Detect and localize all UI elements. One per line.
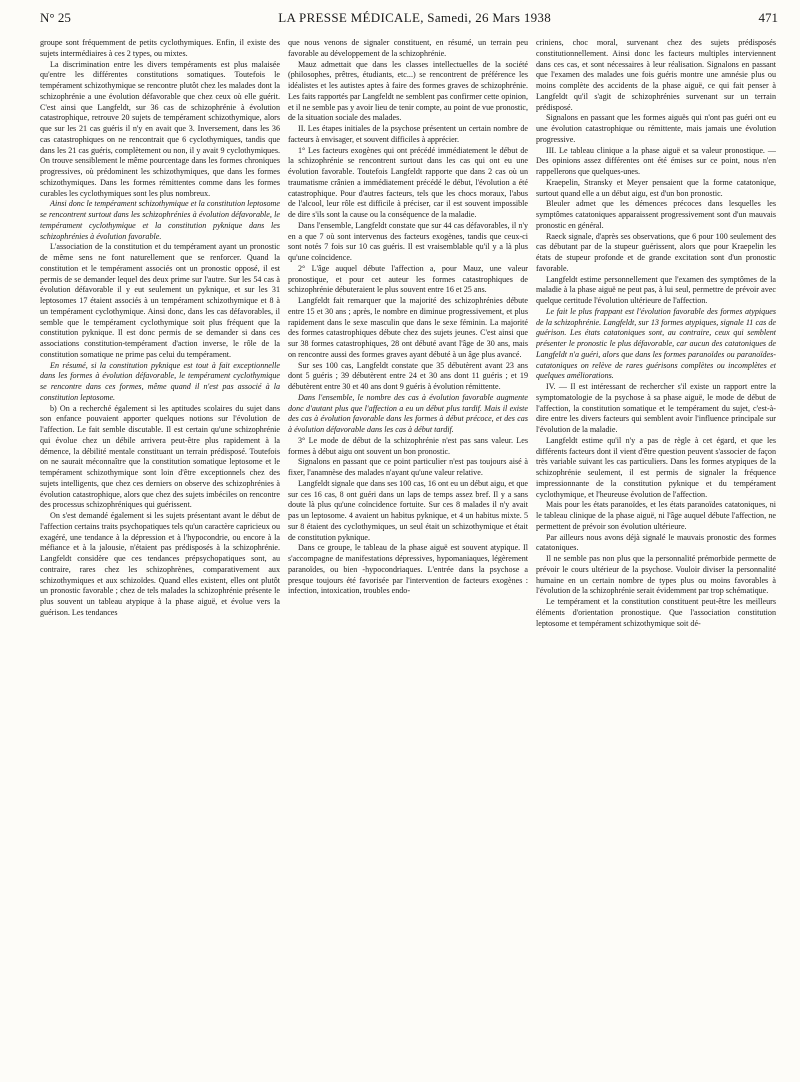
- column-left: [40, 38, 280, 1078]
- paragraph: Le fait le plus frappant est l'évolution favorable des formes atypiques de la schizophrénie. Langfeldt, sur 13 formes atypiques, signale 11 cas de guérison. Les états catatoniques sont, au contraire, ceux qui semblent présenter le pronostic le plus défavorable, car aucun des catatoniques de Langfeldt n'a guéri, alors que dans les formes paranoïdes ou paranoïdes-catatoniques on relève de rares guérisons complètes ou incomplètes et quelques améliorations.: [536, 306, 776, 381]
- paragraph: Langfeldt signale que dans ses 100 cas, 16 ont eu un début aigu, et que sur ces 16 cas, 8 ont guéri dans un laps de temps assez bref. Il y a sans doute là plus qu'une coïncidence fortuite. Sur ces 8 malades il n'y avait pas un leptosome. 4 avaient un habitus pyknique, et 4 un habitus mixte. 5 sur 8 étaient des cyclothymiques, un seul était un schizothymique et était de constitution pyknique.: [288, 478, 528, 542]
- paragraph: Par ailleurs nous avons déjà signalé le mauvais pronostic des formes catatoniques.: [536, 532, 776, 553]
- paragraph: 1° Les facteurs exogènes qui ont précédé immédiatement le début de la schizophrénie se rencontrent surtout dans les cas qui ont eu une évolution favorable. Toutefois Langfeldt rapporte que dans 2 cas où un traumatisme crânien a immédiatement précédé le début, l'évolution a été catastrophique. Pour d'autres facteurs, tels que les chocs moraux, l'abus de l'alcool, leur rôle est difficile à préciser, car il est souvent impossible de dire s'ils sont la cause ou la conséquence de la maladie.: [288, 145, 528, 219]
- paragraph: Langfeldt estime personnellement que l'examen des symptômes de la maladie à la phase aiguë ne peut pas, à lui seul, permettre de prévoir avec quelque certitude l'évolution ultérieure de l'affection.: [536, 274, 776, 305]
- paragraph: Dans l'ensemble, Langfeldt constate que sur 44 cas défavorables, il n'y en a que 7 où sont intervenus des facteurs exogènes, tandis que ceux-ci sont notés 7 fois sur 10 cas guéris. Il est vraisemblable qu'il y a là plus qu'une coïncidence.: [288, 220, 528, 262]
- paragraph: Signalons en passant que les formes aiguës qui n'ont pas guéri ont eu une évolution catastrophique ou rémittente, mais jamais une évolution progressive.: [536, 113, 776, 144]
- column-middle: [288, 38, 528, 1078]
- paragraph: Dans ce groupe, le tableau de la phase aiguë est souvent atypique. Il s'accompagne de manifestations dépressives, hypomaniaques, légèrement paranoïdes, ou bien -hypocondriaques. L'entrée dans la psychose a presque toujours été favorisée par l'intervention de facteurs exogènes : infection, intoxication, troubles endo-: [288, 543, 528, 596]
- page-header: [40, 10, 778, 34]
- paragraph: Ainsi donc le tempérament schizothymique et la constitution leptosome se rencontrent surtout dans les schizophrénies à évolution défavorable, le tempérament cyclothymique et la constitution pyknique dans les schizophrénies à évolution favorable.: [40, 199, 280, 241]
- paragraph: groupe sont fréquemment de petits cyclothymiques. Enfin, il existe des sujets intermédiaires à ces 2 types, ou mixtes.: [40, 38, 280, 58]
- text-columns: [40, 38, 778, 1078]
- column-right: [536, 38, 776, 1078]
- paragraph: Il ne semble pas non plus que la personnalité prémorbide permette de prévoir le cours ultérieur de la psychose. Vouloir diviser la personnalité humaine en un certain nombre de types plus ou moins favorables à l'évolution de la schizophrénie serait évidemment par trop schématique.: [536, 554, 776, 596]
- paragraph: Raeck signale, d'après ses observations, que 6 pour 100 seulement des cas débutant par de la stupeur guérissent, alors que pour Kraepelin les états de stupeur profonde et de grande excitation sont d'un pronostic favorable.: [536, 231, 776, 273]
- paragraph: 2° L'âge auquel débute l'affection a, pour Mauz, une valeur pronostique, et pour cet auteur les formes catastrophiques de schizophrénie débuteraient le plus souvent entre 16 et 25 ans.: [288, 263, 528, 295]
- paragraph: Langfeldt estime qu'il n'y a pas de règle à cet égard, et que les différents facteurs dont il vient d'être question peuvent s'associer de façon très variable suivant les cas particuliers. Dans les formes atypiques de la schizophrénie seulement, il est permis de signaler la fréquence impressionnante de la constitution pyknique et du tempérament cyclothymique, et l'heureuse évolution de l'affection.: [536, 435, 776, 499]
- paragraph: Langfeldt fait remarquer que la majorité des schizophrénies débute entre 15 et 30 ans ; après, le nombre en diminue progressivement, et plus rapidement dans le sexe masculin que dans le sexe féminin. La majorité des formes catastrophiques débute chez des sujets jeunes. C'est ainsi que sur 38 formes catastrophiques, 28 ont débuté avant l'âge de 30 ans, mais on rencontre aussi des formes graves ayant débuté à un âge plus avancé.: [288, 296, 528, 359]
- paragraph: Sur ses 100 cas, Langfeldt constate que 35 débutèrent avant 23 ans dont 5 guéris ; 39 débutèrent entre 24 et 30 ans dont 11 guéris ; et 19 débutèrent entre 30 et 40 ans dont 9 guéris à évolution rémittente.: [288, 360, 528, 391]
- paragraph: 3° Le mode de début de la schizophrénie n'est pas sans valeur. Les formes à début aigu ont souvent un bon pronostic.: [288, 435, 528, 456]
- section-heading-paragraph: II. Les étapes initiales de la psychose présentent un certain nombre de facteurs à envisager, et souvent difficiles à apprécier.: [288, 124, 528, 144]
- issue-number: N° 25: [40, 10, 71, 25]
- paragraph: Mauz admettait que dans les classes intellectuelles de la société (philosophes, prêtres, étudiants, etc...) se rencontrent de préférence les idéalistes et les autistes aptes à faire des formes graves de schizophrénie. Les faits rapportés par Langfeldt ne semblent pas confirmer cette opinion, et il ne semble pas y avoir lieu de tenir compte, au point de vue pronostic, de la situation sociale des malades.: [288, 59, 528, 123]
- paragraph: Bleuler admet que les démences précoces dans lesquelles les symptômes catatoniques apparaissent progressivement sont d'un mauvais pronostic en général.: [536, 199, 776, 230]
- paragraph: Dans l'ensemble, le nombre des cas à évolution favorable augmente donc d'autant plus que l'affection a eu un début plus tardif. Mais il existe des cas à évolution favorable dans les formes à début précoce, et des cas à évolution défavorable dans les cas à début tardif.: [288, 392, 528, 434]
- paragraph: criniens, choc moral, survenant chez des sujets prédisposés constitutionnellement. Ainsi donc les facteurs multiples interviennent dans ces cas, et sont nécessaires à leur réalisation. Signalons en passant que l'examen des malades une fois guéris montre une amnésie plus ou moins complète des accidents de la phase aiguë, ce qui fait penser à Langfeldt qu'il s'agit de schizophrénies survenant sur un terrain prédisposé.: [536, 38, 776, 112]
- paragraph: Signalons en passant que ce point particulier n'est pas toujours aisé à fixer, l'anamnèse des malades n'ayant qu'une valeur relative.: [288, 457, 528, 477]
- paragraph: b) On a recherché également si les aptitudes scolaires du sujet dans son enfance pouvaient apporter quelques notions sur l'évolution de l'affection. Le fait semble discutable. Il est certain qu'une schizophrénie qui évolue chez un débile arrivera peut-être plus rapidement à la démence, la débilité mentale constituant un terrain prédisposé. Toutefois on ne saurait méconnaître que la constitution somatique leptosome et le tempérament schizothymique sont loin d'être exceptionnels chez des sujets intelligents, que chez ces derniers on observe des schizophrénies à évolution catastrophique, alors que chez des sujets imbéciles on rencontre des processus schizophréniques qui guérissent.: [40, 403, 280, 510]
- section-heading-paragraph: III. Le tableau clinique a la phase aiguë et sa valeur pronostique. — Des opinions assez différentes ont été émises sur ce point, nous n'en rappellerons que quelques-unes.: [536, 145, 776, 176]
- section-heading-paragraph: IV. — Il est intéressant de rechercher s'il existe un rapport entre la symptomatologie de la psychose à sa phase aiguë, le mode de début de l'affection, la constitution somatique et le tempérament du sujet, c'est-à-dire entre les divers facteurs qui semblent avoir l'influence principale sur l'évolution de la maladie.: [536, 382, 776, 434]
- paragraph: La discrimination entre les divers tempéraments est plus malaisée qu'entre les différentes constitutions somatiques. Toutefois le tempérament schizothymique se rencontre plutôt chez les malades dont la schizophrénie a une évolution défavorable que chez ceux où elle guérit. C'est ainsi que Langfeldt, sur 36 cas de schizophrénie à évolution catastrophique, retrouve 20 sujets de tempérament schizothymique, alors que sur les 21 cas guéris il n'y en avait que 3. Inversement, dans les 36 cas catastrophiques on ne rencontrait que 6 cyclothymiques, tandis que dans les 21 cas guéris, complètement ou non, il y avait 9 cyclothymiques. On trouve sensiblement le même pourcentage dans les formes chroniques progressives, où prédominent les schizothymiques, que dans les formes schizothymiques. Dans les formes rémittentes comme dans les formes curables les cyclothymiques sont les plus nombreux.: [40, 59, 280, 198]
- page-number: 471: [758, 10, 778, 25]
- paragraph: En résumé, si la constitution pyknique est tout à fait exceptionnelle dans les formes à évolution défavorable, le tempérament cyclothymique se rencontre dans ces formes, même quand il n'est pas associé à la constitution leptosome.: [40, 360, 280, 402]
- paragraph: Le tempérament et la constitution constituent peut-être les meilleurs éléments d'orientation pronostique. Que l'association constitution leptosome et tempérament schizothymique soit dé-: [536, 597, 776, 628]
- paragraph: L'association de la constitution et du tempérament ayant un pronostic de même sens ne font naturellement que se renforcer. Quand la constitution et le tempérament associés ont un pronostic opposé, il est permis de se demander lequel des deux prime sur l'autre. Sur les 54 cas à évolution défavorable il y eut seulement un pyknique, et sur les 31 leptosomes 17 étaient associés à un tempérament schizothymique et 8 à un tempérament cyclothymique. Ainsi donc, dans les cas défavorables, il semble que le tempérament cyclothymique soit plus fréquent que la constitution pyknique. Il est donc permis de se demander si dans ces associations constitution-tempérament d'action inverse, le rôle de la constitution somatique ne prime pas celui du tempérament.: [40, 242, 280, 359]
- paragraph: que nous venons de signaler constituent, en résumé, un terrain peu favorable au développement de la schizophrénie.: [288, 38, 528, 58]
- paragraph: Kraepelin, Stransky et Meyer pensaient que la forme catatonique, surtout quand elle a un début aigu, est d'un bon pronostic.: [536, 177, 776, 198]
- journal-title: LA PRESSE MÉDICALE, Samedi, 26 Mars 1938: [278, 10, 552, 25]
- paragraph: On s'est demandé également si les sujets présentant avant le début de l'affection certains traits psychopatiques tels qu'un caractère capricieux ou exagéré, une tendance à la dépression et à l'hypocondrie, ou encore à la méfiance et à la jalousie, n'étaient pas prédisposés à la schizophrénie. Langfeldt considère que ces tendances prépsychopatiques sont, au contraire, rares chez les schizophrènes, comparativement aux schizothymiques et aux schizoïdes. Quand elles existent, elles ont plutôt un pronostic favorable ; chez de tels malades la schizophrénie présente le plus souvent un tableau atypique à la phase aiguë, et évolue vers la guérison. Les tendances: [40, 511, 280, 617]
- paragraph: Mais pour les états paranoïdes, et les états paranoïdes catatoniques, ni le tableau clinique de la phase aiguë, ni l'âge auquel débute l'affection, ne permettent de prévoir son évolution ultérieure.: [536, 500, 776, 531]
